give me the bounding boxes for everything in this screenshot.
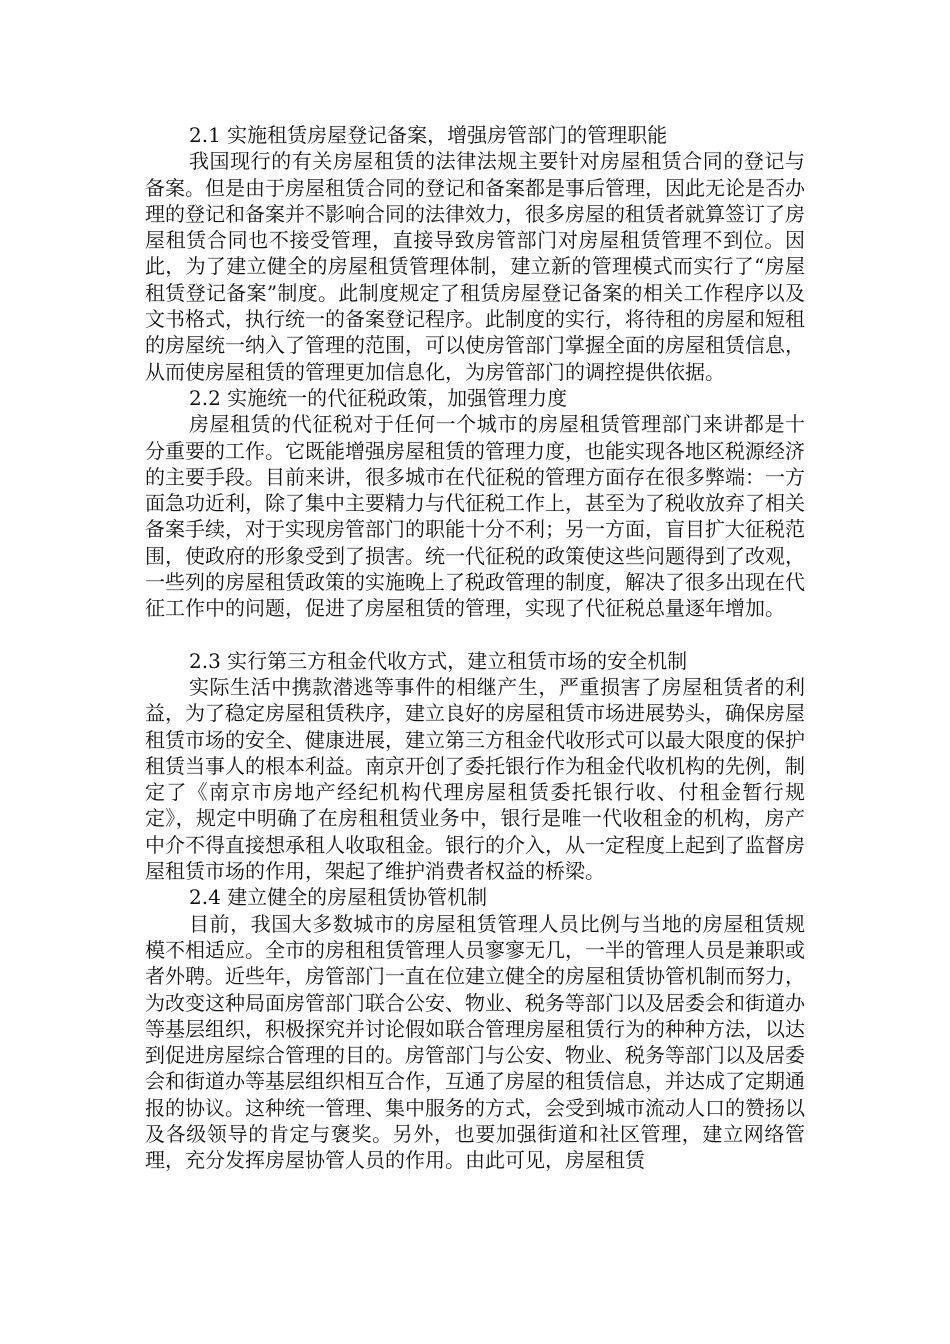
blank-line: [145, 622, 805, 648]
section-body-2-1: 我国现行的有关房屋租赁的法律法规主要针对房屋租赁合同的登记与备案。但是由于房屋租赁合同的登记和备案都是事后管理，因此无论是否办理的登记和备案并不影响合同的法律效力，很多房屋的租赁者就算签订了房屋租赁合同也不接受管理，直接导致房管部门对房屋租赁管理不到位。因此，为了建立健全的房屋租赁管理体制，建立新的管理模式而实行了“房屋租赁登记备案”制度。此制度规定了租赁房屋登记备案的相关工作程序以及文书格式，执行统一的备案登记程序。此制度的实行，将待租的房屋和短租的房屋统一纳入了管理的范围，可以使房管部门掌握全面的房屋租赁信息，从而使房屋租赁的管理更加信息化，为房管部门的调控提供依据。: [145, 149, 805, 384]
section-heading-2-3: 2.3 实行第三方租金代收方式，建立租赁市场的安全机制: [189, 648, 688, 673]
document-page: [145, 122, 805, 1174]
section-heading-2-2: 2.2 实施统一的代征税政策，加强管理力度: [189, 385, 568, 410]
section-heading-2-4: 2.4 建立健全的房屋租赁协管机制: [189, 885, 488, 910]
section-body-2-4: 目前，我国大多数城市的房屋租赁管理人员比例与当地的房屋租赁规模不相适应。全市的房租租赁管理人员寥寥无几，一半的管理人员是兼职或者外聘。近些年，房管部门一直在位建立健全的房屋租赁协管机制而努力，为改变这种局面房管部门联合公安、物业、税务等部门以及居委会和街道办等基层组织，积极探究并讨论假如联合管理房屋租赁行为的种种方法，以达到促进房屋综合管理的目的。房管部门与公安、物业、税务等部门以及居委会和街道办等基层组织相互合作，互通了房屋的租赁信息，并达成了定期通报的协议。这种统一管理、集中服务的方式，会受到城市流动人口的赞扬以及各级领导的肯定与褒奖。另外，也要加强街道和社区管理，建立网络管理，充分发挥房屋协管人员的作用。由此可见，房屋租赁: [145, 911, 805, 1173]
section-body-2-2: 房屋租赁的代征税对于任何一个城市的房屋租赁管理部门来讲都是十分重要的工作。它既能增强房屋租赁的管理力度，也能实现各地区税源经济的主要手段。目前来讲，很多城市在代征税的管理方面存在很多弊端：一方面急功近利，除了集中主要精力与代征税工作上，甚至为了税收放弃了相关备案手续，对于实现房管部门的职能十分不利；另一方面，盲目扩大征税范围，使政府的形象受到了损害。统一代征税的政策使这些问题得到了改观，一些列的房屋租赁政策的实施晚上了税政管理的制度，解决了很多出现在代征工作中的问题，促进了房屋租赁的管理，实现了代征税总量逐年增加。: [145, 412, 805, 621]
section-body-2-3: 实际生活中携款潜逃等事件的相继产生，严重损害了房屋租赁者的利益，为了稳定房屋租赁秩序，建立良好的房屋租赁市场进展势头，确保房屋租赁市场的安全、健康进展，建立第三方租金代收形式可以最大限度的保护租赁当事人的根本利益。南京开创了委托银行作为租金代收机构的先例，制定了《南京市房地产经纪机构代理房屋租赁委托银行收、付租金暂行规定》，规定中明确了在房租租赁业务中，银行是唯一代收租金的机构，房产中介不得直接想承租人收取租金。银行的介入，从一定程度上起到了监督房屋租赁市场的作用，架起了维护消费者权益的桥梁。: [145, 674, 805, 884]
section-heading-2-1: 2.1 实施租赁房屋登记备案，增强房管部门的管理职能: [189, 123, 668, 147]
